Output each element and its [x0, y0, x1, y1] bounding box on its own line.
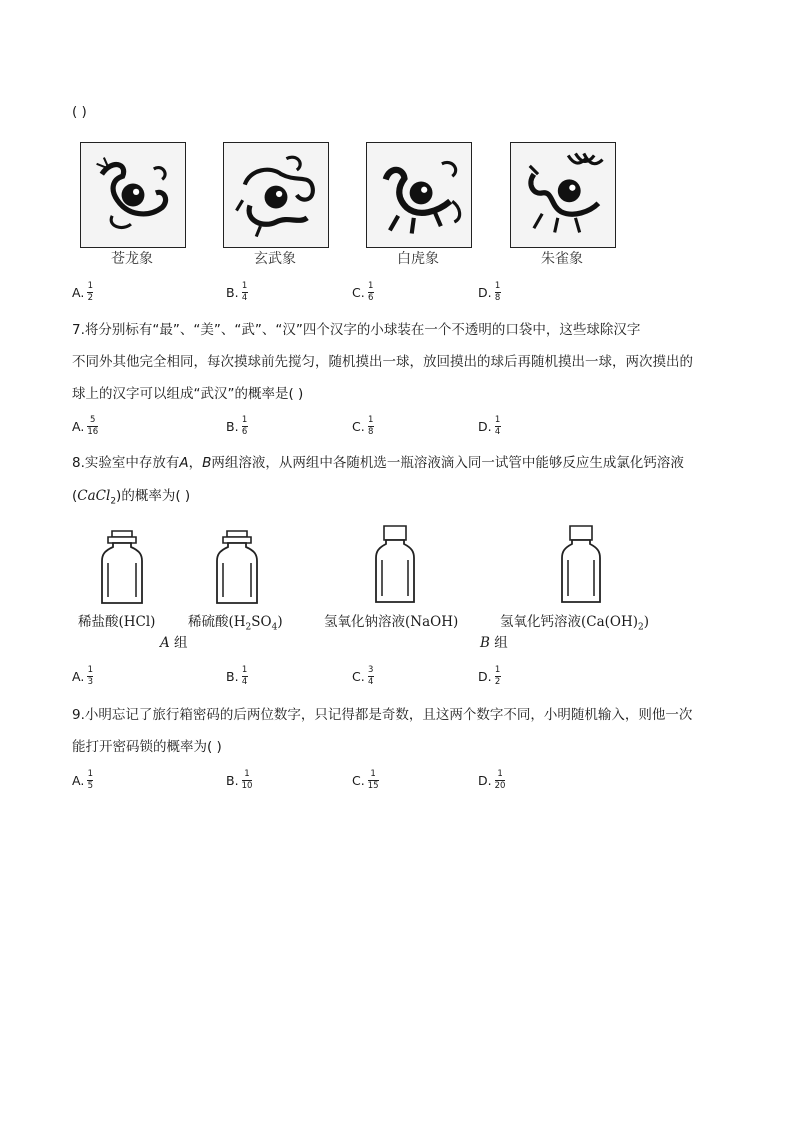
reagent-bottle-icon — [558, 524, 604, 606]
q8-text-line1: 8.实验室中存放有A，B两组溶液，从两组中各随机选一瓶溶液滴入同一试管中能够反应生成氯化钙溶液 — [72, 455, 684, 471]
fraction: $\frac{5}{16}$ — [87, 415, 99, 437]
q6-option-b[interactable]: B. $\frac{1}{4}$ — [226, 281, 248, 303]
q7-option-d[interactable]: D. $\frac{1}{4}$ — [478, 415, 501, 437]
q6-option-c[interactable]: C. $\frac{1}{6}$ — [352, 281, 374, 303]
q7-text-line2: 不同外其他完全相同，每次摸球前先搅匀，随机摸出一球，放回摸出的球后再随机摸出一球，两次摸出的 — [72, 354, 693, 370]
q7-text-line1: 7.将分别标有“最”、“美”、“武”、“汉”四个汉字的小球装在一个不透明的口袋中，这些球除汉字 — [72, 322, 641, 338]
q8-text-line2: (CaCl$_2$)的概率为( ) — [72, 488, 191, 507]
tile-label-white-tiger: 白虎象 — [397, 251, 439, 267]
q7-text-line3: 球上的汉字可以组成“武汉”的概率是( ) — [72, 386, 304, 402]
reagent-bottle-icon — [98, 527, 146, 607]
fraction: $\frac{1}{20}$ — [494, 769, 506, 791]
vermilion-bird-icon — [510, 142, 616, 248]
bottle-label-naoh: 氢氧化钠溶液(NaOH) — [324, 614, 459, 630]
q8-option-b[interactable]: B. $\frac{1}{4}$ — [226, 665, 248, 687]
q7-option-a[interactable]: A. $\frac{5}{16}$ — [72, 415, 99, 437]
q6-option-d[interactable]: D. $\frac{1}{8}$ — [478, 281, 501, 303]
q9-option-a[interactable]: A. $\frac{1}{5}$ — [72, 769, 94, 791]
black-tortoise-icon — [223, 142, 329, 248]
fraction: $\frac{1}{10}$ — [241, 769, 253, 791]
tile-label-azure-dragon: 苍龙象 — [111, 251, 153, 267]
reagent-bottle-icon — [372, 524, 418, 606]
q7-option-b[interactable]: B. $\frac{1}{6}$ — [226, 415, 248, 437]
q8-option-c[interactable]: C. $\frac{3}{4}$ — [352, 665, 374, 687]
q9-text-line1: 9.小明忘记了旅行箱密码的后两位数字，只记得都是奇数，且这两个数字不同，小明随机输入，则他一次 — [72, 707, 693, 723]
fraction: $\frac{1}{3}$ — [87, 665, 94, 687]
fraction: $\frac{1}{6}$ — [241, 415, 248, 437]
fraction: $\frac{1}{4}$ — [241, 665, 248, 687]
fraction: $\frac{1}{2}$ — [494, 665, 501, 687]
q6-option-a[interactable]: A. $\frac{1}{2}$ — [72, 281, 94, 303]
q7-option-c[interactable]: C. $\frac{1}{8}$ — [352, 415, 374, 437]
q9-option-c[interactable]: C. $\frac{1}{15}$ — [352, 769, 379, 791]
bottle-label-hcl: 稀盐酸(HCl) — [78, 614, 156, 630]
q9-text-line2: 能打开密码锁的概率为( ) — [72, 739, 222, 755]
fraction: $\frac{1}{8}$ — [367, 415, 374, 437]
azure-dragon-icon — [80, 142, 186, 248]
group-a-label: A 组 — [160, 635, 188, 651]
bottle-label-caoh2: 氢氧化钙溶液$(Ca(OH)_2)$ — [500, 614, 650, 633]
fraction: $\frac{1}{2}$ — [87, 281, 94, 303]
white-tiger-icon — [366, 142, 472, 248]
reagent-bottle-icon — [213, 527, 261, 607]
tile-label-black-tortoise: 玄武象 — [254, 251, 296, 267]
group-b-label: B 组 — [480, 635, 508, 651]
q8-option-a[interactable]: A. $\frac{1}{3}$ — [72, 665, 94, 687]
q9-option-d[interactable]: D. $\frac{1}{20}$ — [478, 769, 506, 791]
fraction: $\frac{1}{6}$ — [367, 281, 374, 303]
q8-option-d[interactable]: D. $\frac{1}{2}$ — [478, 665, 501, 687]
fraction: $\frac{1}{8}$ — [494, 281, 501, 303]
tile-label-vermilion-bird: 朱雀象 — [541, 251, 583, 267]
fraction: $\frac{3}{4}$ — [367, 665, 374, 687]
fraction: $\frac{1}{4}$ — [241, 281, 248, 303]
fraction: $\frac{1}{15}$ — [367, 769, 379, 791]
q9-option-b[interactable]: B. $\frac{1}{10}$ — [226, 769, 253, 791]
fraction: $\frac{1}{5}$ — [87, 769, 94, 791]
fraction: $\frac{1}{4}$ — [494, 415, 501, 437]
q6-answer-bracket: ( ) — [72, 104, 87, 120]
bottle-label-h2so4: 稀硫酸$(H_2SO_4)$ — [188, 614, 283, 633]
